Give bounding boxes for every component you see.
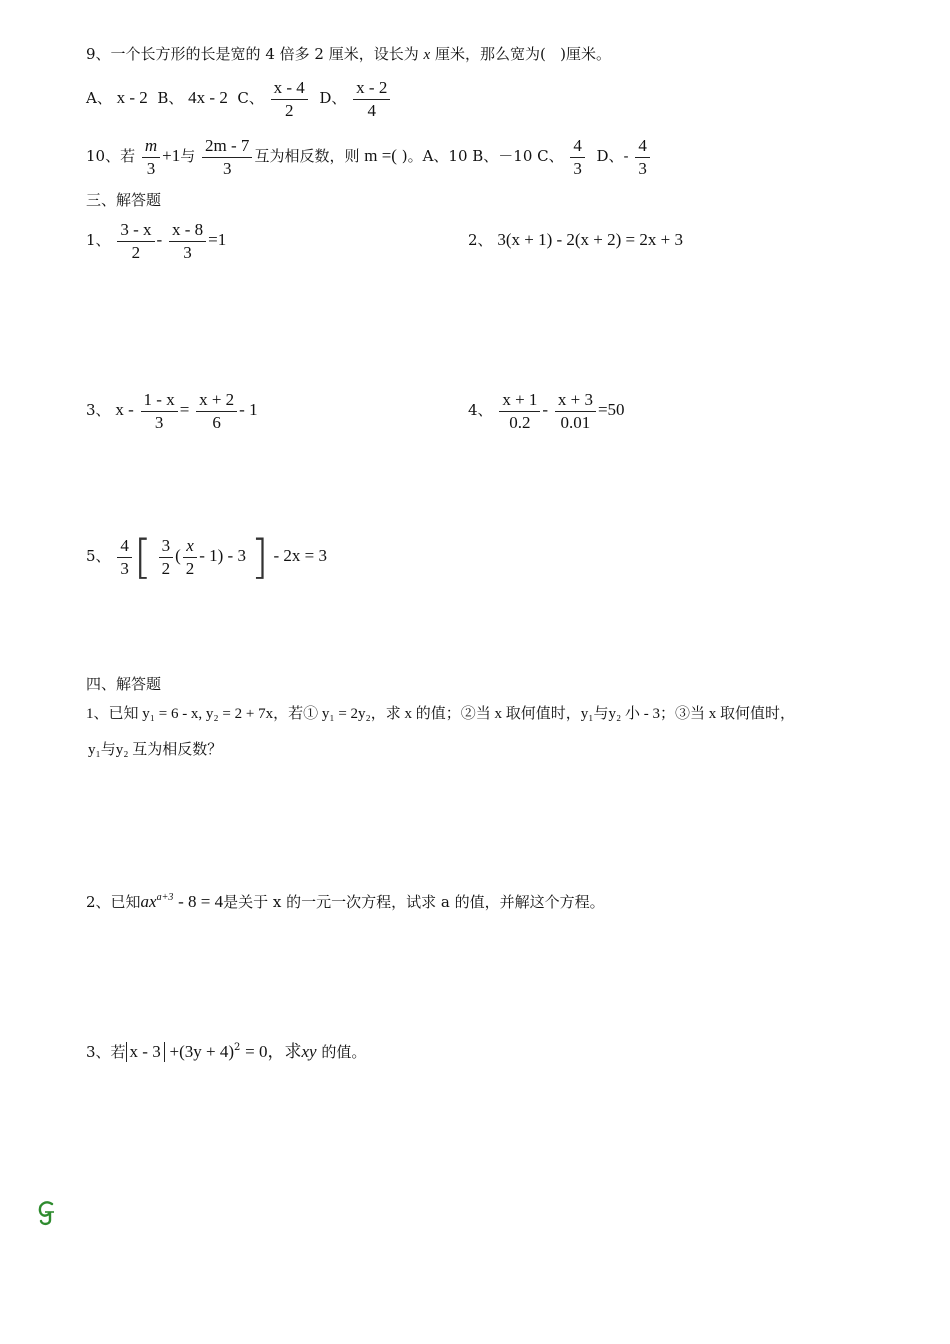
section-3-problem-4: 4、 $\frac{x + 1}{0.2}$ - $\frac{x + 3}{0.01}$ =50: [468, 389, 625, 432]
absolute-value: x - 3: [126, 1042, 165, 1062]
option-d-fraction: $\frac{x - 2}{4}$: [353, 77, 390, 122]
fraction: $\frac{1 - x}{3}$: [141, 389, 178, 434]
fraction-m-over-3: $\frac{m}{3}$: [142, 135, 160, 180]
fraction: $\frac{x + 2}{6}$: [196, 389, 237, 434]
fraction: $\frac{x}{2}$: [183, 535, 198, 580]
fraction: $\frac{3 - x}{2}$: [117, 219, 154, 264]
section-4-title: 四、解答题: [86, 675, 162, 693]
option-b-expr: 4x - 2: [188, 88, 228, 107]
section-4-problem-1-line-1: 1、已知 y₁ = 6 - x, y₂ = 2 + 7x，若① y₁ = 2y₂，求 x 的值；②当 x 取何值时，y₁与y₂ 小 - 3；③当 x 取何值时，: [86, 706, 795, 722]
option-c-fraction: $\frac{4}{3}$: [570, 135, 585, 180]
section-3-problem-5: 5、 $\frac{4}{3}$ [ $\frac{3}{2}$ ( $\frac{x}{2}$ - 1) - 3 ] - 2x = 3: [86, 530, 327, 584]
g-logo-icon: [36, 1200, 58, 1226]
fraction: $\frac{x + 1}{0.2}$: [499, 389, 540, 434]
option-d-fraction: $\frac{4}{3}$: [635, 135, 650, 180]
fraction: $\frac{3}{2}$: [159, 535, 174, 580]
section-3-title: 三、解答题: [86, 191, 162, 209]
section-4-problem-1-line-2: y₁与y₂ 互为相反数？: [88, 742, 223, 758]
left-bracket-icon: [: [133, 530, 152, 584]
section-3-problem-1: 1、 $\frac{3 - x}{2}$ - $\frac{x - 8}{3}$ =1: [86, 219, 227, 262]
right-bracket-icon: ]: [250, 530, 269, 584]
section-4-problem-3: 3、若 $x - 3 +(3y + 4)^2 = 0$，求xy 的值。: [86, 1042, 367, 1061]
fraction: $\frac{x + 3}{0.01}$: [555, 389, 596, 434]
section-4-problem-2: 2、已知$ax^{a+3} - 8 = 4$是关于 x 的一元一次方程，试求 a 的值，并解这个方程。: [86, 892, 605, 911]
fraction-2m-7-over-3: $\frac{2m - 7}{3}$: [202, 135, 252, 180]
question-10: 10、若 $\frac{m}{3}$ +1与 $\frac{2m - 7}{3}$ 互为相反数，则 m =( )。A、10 B、－10 C、 $\frac{4}{3}$ D、- $\frac{4}{3}$: [86, 134, 652, 180]
fraction: $\frac{x - 8}{3}$: [169, 219, 206, 264]
option-c-fraction: $\frac{x - 4}{2}$: [271, 77, 308, 122]
section-3-problem-3: 3、 x - $\frac{1 - x}{3}$ = $\frac{x + 2}{6}$ - 1: [86, 389, 258, 432]
fraction: $\frac{4}{3}$: [117, 535, 132, 580]
section-3-problem-2: 2、 3(x + 1) - 2(x + 2) = 2x + 3: [468, 230, 683, 249]
question-9: 9、一个长方形的长是宽的 4 倍多 2 厘米，设长为 x 厘米，那么宽为( )厘米。: [86, 45, 611, 63]
option-a-expr: x - 2: [116, 88, 148, 107]
question-9-options: A、 x - 2 B、 4x - 2 C、 $\frac{x - 4}{2}$ D、 $\frac{x - 2}{4}$: [86, 76, 392, 122]
